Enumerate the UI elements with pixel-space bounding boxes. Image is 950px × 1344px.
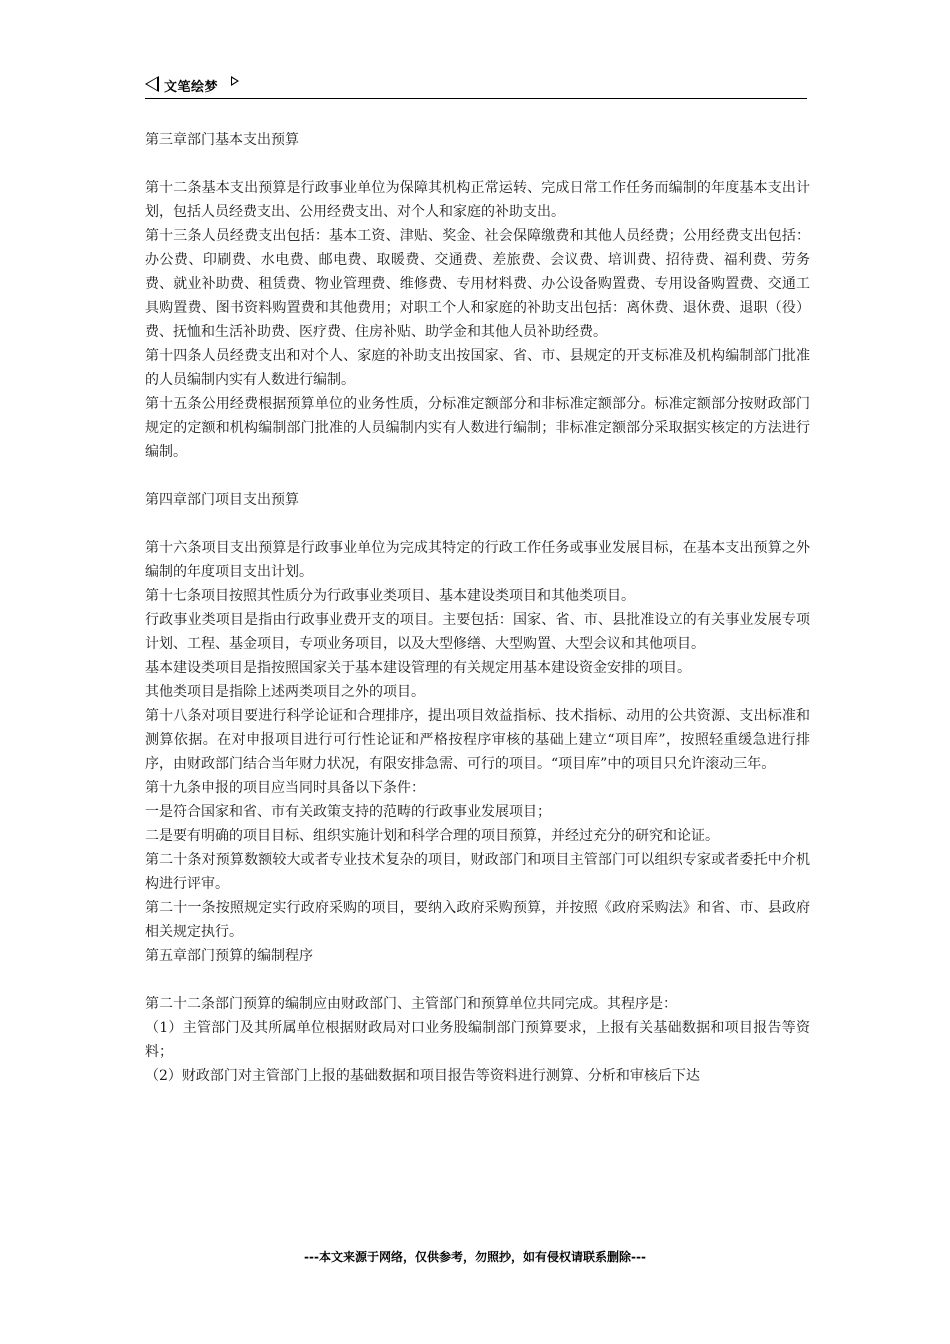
paragraph: 第十八条对项目要进行科学论证和合理排序，提出项目效益指标、技术指标、动用的公共资源、支出标准和测算依据。在对申报项目进行可行性论证和严格按程序审核的基础上建立“项目库”，按照轻重缓急进行排序，由财政部门结合当年财力状况，有限安排急需、可行的项目。“项目库”中的项目只允许滚动三年。 bbox=[145, 708, 810, 772]
paragraph: 第十四条人员经费支出和对个人、家庭的补助支出按国家、省、市、县规定的开支标准及机构编制部门批准的人员编制内实有人数进行编制。 bbox=[145, 348, 810, 388]
right-triangle-icon bbox=[231, 76, 239, 86]
source-disclaimer: ---本文来源于网络，仅供参考，勿照抄，如有侵权请联系删除--- bbox=[304, 1250, 646, 1264]
paragraph: 第十六条项目支出预算是行政事业单位为完成其特定的行政工作任务或事业发展目标，在基本支出预算之外编制的年度项目支出计划。 bbox=[145, 540, 810, 580]
paragraph: （2）财政部门对主管部门上报的基础数据和项目报告等资料进行测算、分析和审核后下达 bbox=[145, 1068, 700, 1084]
chapter-heading: 第四章部门项目支出预算 bbox=[145, 492, 299, 508]
brand-label: 文笔绘梦 bbox=[164, 80, 219, 95]
left-triangle-icon bbox=[145, 76, 159, 92]
chapter-heading: 第三章部门基本支出预算 bbox=[145, 132, 299, 148]
paragraph: 一是符合国家和省、市有关政策支持的范畴的行政事业发展项目； bbox=[145, 804, 551, 820]
paragraph: 第十七条项目按照其性质分为行政事业类项目、基本建设类项目和其他类项目。 bbox=[145, 588, 635, 604]
paragraph: 第二十条对预算数额较大或者专业技术复杂的项目，财政部门和项目主管部门可以组织专家或者委托中介机构进行评审。 bbox=[145, 852, 810, 892]
paragraph: 第十三条人员经费支出包括：基本工资、津贴、奖金、社会保障缴费和其他人员经费；公用经费支出包括：办公费、印刷费、水电费、邮电费、取暖费、交通费、差旅费、会议费、培训费、招待费、福利费、劳务费、就业补助费、租赁费、物业管理费、维修费、专用材料费、办公设备购置费、专用设备购置费、交通工具购置费、图书资料购置费和其他费用；对职工个人和家庭的补助支出包括：离休费、退休费、退职（役）费、抚恤和生活补助费、医疗费、住房补贴、助学金和其他人员补助经费。 bbox=[145, 228, 810, 340]
paragraph: 第十五条公用经费根据预算单位的业务性质，分标准定额部分和非标准定额部分。标准定额部分按财政部门规定的定额和机构编制部门批准的人员编制内实有人数进行编制；非标准定额部分采取据实核定的方法进行编制。 bbox=[145, 396, 810, 460]
paragraph: 其他类项目是指除上述两类项目之外的项目。 bbox=[145, 684, 425, 700]
paragraph: 行政事业类项目是指由行政事业费开支的项目。主要包括：国家、省、市、县批准设立的有关事业发展专项计划、工程、基金项目，专项业务项目，以及大型修缮、大型购置、大型会议和其他项目。 bbox=[145, 612, 810, 652]
document-body bbox=[145, 128, 810, 1088]
chapter-heading: 第五章部门预算的编制程序 bbox=[145, 948, 313, 964]
paragraph: 二是要有明确的项目目标、组织实施计划和科学合理的项目预算，并经过充分的研究和论证。 bbox=[145, 828, 719, 844]
paragraph: 第二十一条按照规定实行政府采购的项目，要纳入政府采购预算，并按照《政府采购法》和省、市、县政府相关规定执行。 bbox=[145, 900, 810, 940]
paragraph: 基本建设类项目是指按照国家关于基本建设管理的有关规定用基本建设资金安排的项目。 bbox=[145, 660, 691, 676]
paragraph: 第十二条基本支出预算是行政事业单位为保障其机构正常运转、完成日常工作任务而编制的年度基本支出计划，包括人员经费支出、公用经费支出、对个人和家庭的补助支出。 bbox=[145, 180, 810, 220]
page-header bbox=[145, 72, 807, 99]
paragraph: 第十九条申报的项目应当同时具备以下条件： bbox=[145, 780, 425, 796]
paragraph: 第二十二条部门预算的编制应由财政部门、主管部门和预算单位共同完成。其程序是： bbox=[145, 996, 677, 1012]
paragraph: （1）主管部门及其所属单位根据财政局对口业务股编制部门预算要求，上报有关基础数据和项目报告等资料； bbox=[145, 1020, 810, 1060]
